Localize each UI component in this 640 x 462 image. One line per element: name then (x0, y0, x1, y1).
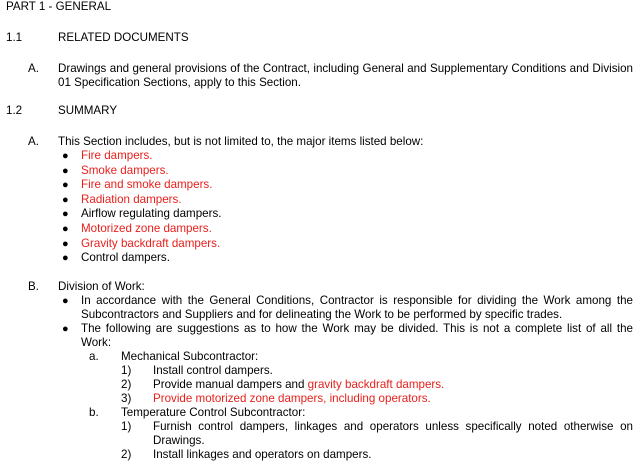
sub-b-title: Temperature Control Subcontractor: (121, 406, 306, 419)
sub-a-label: a. (89, 350, 99, 363)
sub-b-item-2-text: Install linkages and operators on dampers. (153, 448, 372, 461)
damper-list-item: Gravity backdraft dampers. (81, 237, 221, 250)
sub-b-item-2-number: 2) (121, 448, 132, 461)
bullet-dot: ● (62, 252, 69, 264)
bullet-dot: ● (62, 323, 69, 335)
damper-list-item: Motorized zone dampers. (81, 222, 212, 235)
division-bullet-2: The following are suggestions as to how the Work may be divided. This is not a complete list of all the Work: (81, 322, 633, 349)
section-1-2-b-text: Division of Work: (58, 280, 145, 293)
bullet-dot: ● (62, 295, 69, 307)
damper-list-item: Fire and smoke dampers. (81, 178, 213, 191)
damper-list-item: Control dampers. (81, 251, 170, 264)
sub-a-item-1-text: Install control dampers. (153, 364, 273, 377)
bullet-dot: ● (62, 223, 69, 235)
section-1-2-number: 1.2 (6, 104, 23, 117)
section-1-1-a-label: A. (28, 62, 39, 75)
sub-a-item-2-text (153, 378, 444, 392)
sub-a-item-3-text: Provide motorized zone dampers, including operators. (153, 392, 431, 405)
sub-b-item-1-text: Furnish control dampers, linkages and operators unless specifically noted otherwise on Drawings. (153, 420, 633, 447)
sub-a-title: Mechanical Subcontractor: (121, 350, 259, 363)
bullet-dot: ● (62, 150, 69, 162)
part-title: PART 1 - GENERAL (6, 0, 112, 13)
sub-a-item-3-number: 3) (121, 392, 132, 405)
sub-b-label: b. (89, 406, 99, 419)
damper-list-item: Fire dampers. (81, 149, 153, 162)
bullet-dot: ● (62, 238, 69, 250)
damper-list-item: Airflow regulating dampers. (81, 207, 222, 220)
sub-a-item-2-text-highlight: gravity backdraft dampers. (307, 378, 445, 391)
bullet-dot: ● (62, 194, 69, 206)
section-1-1-title: RELATED DOCUMENTS (58, 31, 189, 44)
damper-list-item: Smoke dampers. (81, 164, 169, 177)
section-1-2-a-label: A. (28, 135, 39, 148)
section-1-2-b-label: B. (28, 280, 39, 293)
sub-a-item-2-number: 2) (121, 378, 132, 391)
division-bullet-1: In accordance with the General Conditions, Contractor is responsible for dividing the Work among the Subcontractors and Suppliers and for delineating the Work to be performed by specific trades. (81, 294, 633, 321)
section-1-2-title: SUMMARY (58, 104, 118, 117)
section-1-2-a-text: This Section includes, but is not limited to, the major items listed below: (58, 135, 424, 148)
section-1-1-a-text: Drawings and general provisions of the Contract, including General and Supplementary Conditions and Division 01 Specification Sections, apply to this Section. (58, 62, 633, 89)
sub-b-item-1-number: 1) (121, 420, 132, 433)
bullet-dot: ● (62, 208, 69, 220)
section-1-1-number: 1.1 (6, 31, 23, 44)
bullet-dot: ● (62, 179, 69, 191)
sub-a-item-1-number: 1) (121, 364, 132, 377)
sub-a-item-2-text-plain: Provide manual dampers and (153, 378, 308, 391)
bullet-dot: ● (62, 165, 69, 177)
damper-list-item: Radiation dampers. (81, 193, 182, 206)
